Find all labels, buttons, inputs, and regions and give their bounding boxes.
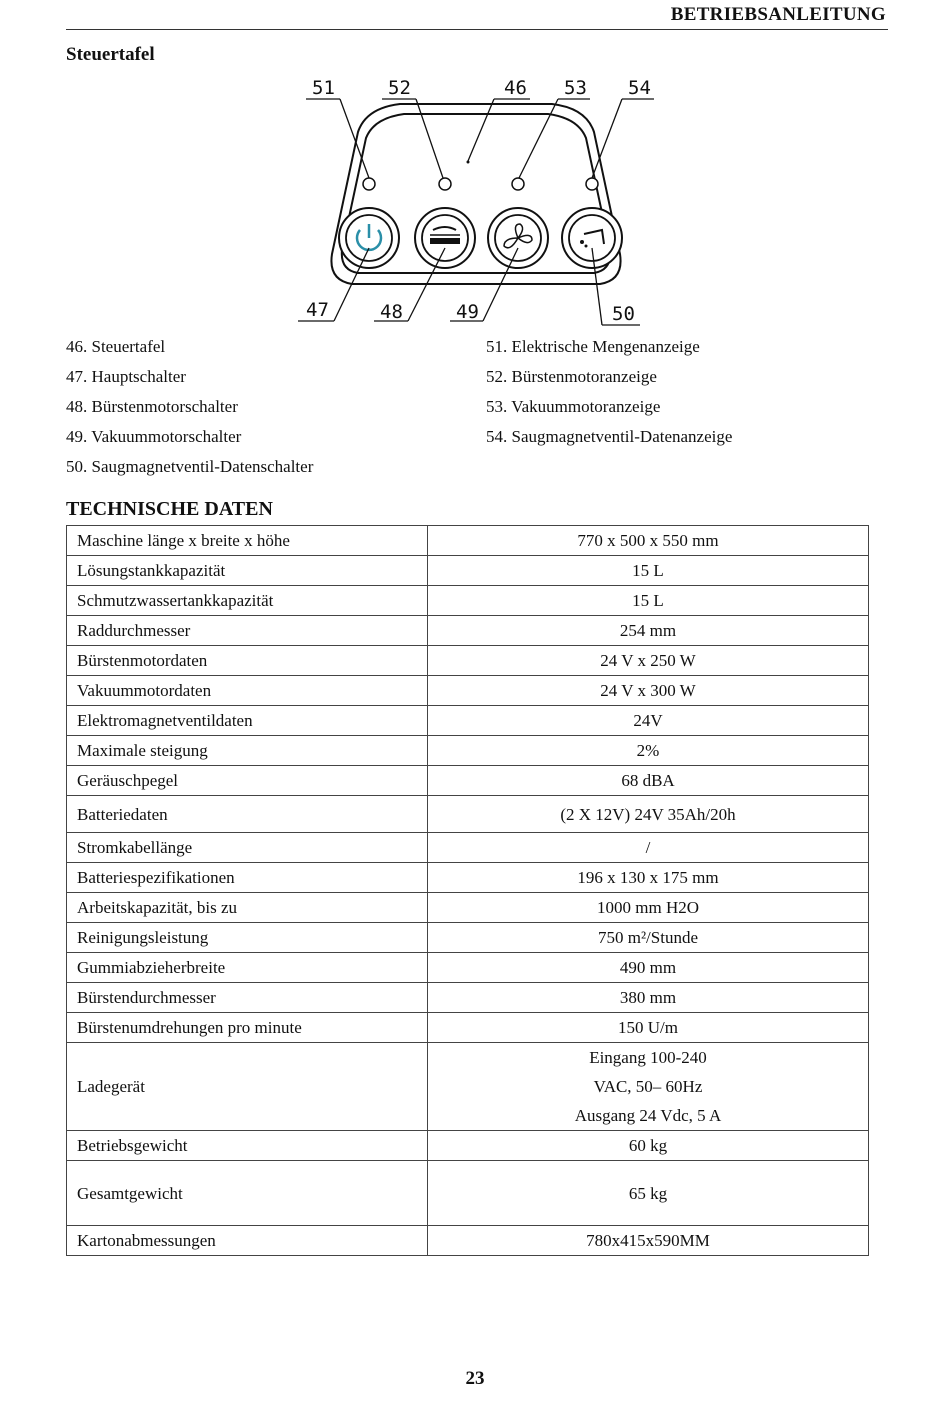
spec-value: 60 kg	[428, 1131, 869, 1161]
spec-value: 15 L	[428, 586, 869, 616]
spec-label: Raddurchmesser	[67, 616, 428, 646]
spec-value	[428, 1043, 869, 1131]
legend-item: 46. Steuertafel	[66, 337, 166, 356]
spec-label: Schmutzwassertankkapazität	[67, 586, 428, 616]
power-button-icon[interactable]	[339, 208, 399, 268]
callout-53: 53	[564, 77, 587, 99]
spec-value-line: VAC, 50– 60Hz	[593, 1077, 703, 1096]
table-row	[67, 1043, 869, 1131]
spec-value: 770 x 500 x 550 mm	[428, 526, 869, 556]
callout-47: 47	[306, 299, 329, 321]
legend-item: 52. Bürstenmotoranzeige	[486, 367, 657, 386]
spec-value: 380 mm	[428, 983, 869, 1013]
indicator-light-icon	[512, 178, 524, 190]
spec-label: Arbeitskapazität, bis zu	[67, 893, 428, 923]
spec-value-line: Ausgang 24 Vdc, 5 A	[574, 1106, 722, 1125]
legend-item: 49. Vakuummotorschalter	[66, 427, 242, 446]
fan-vacuum-button-icon[interactable]	[488, 208, 548, 268]
spec-label: Geräuschpegel	[67, 766, 428, 796]
spec-value: 2%	[428, 736, 869, 766]
table-row	[67, 953, 869, 983]
header-divider	[66, 29, 888, 30]
table-row	[67, 1226, 869, 1256]
table-row	[67, 1013, 869, 1043]
spec-label: Maschine länge x breite x höhe	[67, 526, 428, 556]
solenoid-valve-button-icon[interactable]	[562, 208, 622, 268]
spec-value: 24V	[428, 706, 869, 736]
legend-column-right	[486, 335, 732, 455]
document-header-title: BETRIEBSANLEITUNG	[670, 4, 886, 25]
callout-50: 50	[612, 303, 635, 325]
spec-value: 150 U/m	[428, 1013, 869, 1043]
table-row	[67, 586, 869, 616]
spec-label: Gummiabzieherbreite	[67, 953, 428, 983]
table-row	[67, 736, 869, 766]
spec-label: Kartonabmessungen	[67, 1226, 428, 1256]
legend-item: 48. Bürstenmotorschalter	[66, 397, 238, 416]
table-row	[67, 893, 869, 923]
table-row	[67, 706, 869, 736]
spec-label: Bürstenmotordaten	[67, 646, 428, 676]
spec-value-line: Eingang 100-240	[589, 1048, 707, 1067]
table-row	[67, 556, 869, 586]
spec-label: Vakuummotordaten	[67, 676, 428, 706]
table-row	[67, 983, 869, 1013]
tech-data-table	[66, 525, 869, 1256]
legend-item: 47. Hauptschalter	[66, 367, 186, 386]
spec-value: 490 mm	[428, 953, 869, 983]
table-row	[67, 676, 869, 706]
spec-value: 68 dBA	[428, 766, 869, 796]
spec-value: (2 X 12V) 24V 35Ah/20h	[428, 796, 869, 833]
callout-46: 46	[504, 77, 527, 99]
spec-label: Elektromagnetventildaten	[67, 706, 428, 736]
indicator-light-icon	[586, 178, 598, 190]
spec-label: Reinigungsleistung	[67, 923, 428, 953]
spec-label: Stromkabellänge	[67, 833, 428, 863]
spec-label: Ladegerät	[67, 1043, 428, 1131]
spec-value: 1000 mm H2O	[428, 893, 869, 923]
indicator-light-icon	[439, 178, 451, 190]
legend-item: 54. Saugmagnetventil-Datenanzeige	[486, 427, 733, 446]
table-row	[67, 766, 869, 796]
indicator-light-icon	[363, 178, 375, 190]
table-row	[67, 1131, 869, 1161]
spec-label: Batteriedaten	[67, 796, 428, 833]
spec-value: 780x415x590MM	[428, 1226, 869, 1256]
spec-value: 750 m²/Stunde	[428, 923, 869, 953]
spec-value: 15 L	[428, 556, 869, 586]
spec-value: 254 mm	[428, 616, 869, 646]
spec-value: 196 x 130 x 175 mm	[428, 863, 869, 893]
section-title: Steuertafel	[66, 44, 155, 65]
legend-item: 50. Saugmagnetventil-Datenschalter	[66, 457, 314, 476]
spec-label: Betriebsgewicht	[67, 1131, 428, 1161]
legend-item: 51. Elektrische Mengenanzeige	[486, 337, 700, 356]
spec-label: Bürstendurchmesser	[67, 983, 428, 1013]
spec-value: 65 kg	[428, 1161, 869, 1226]
spec-label: Maximale steigung	[67, 736, 428, 766]
tech-data-title: TECHNISCHE DATEN	[66, 498, 273, 520]
callout-48: 48	[380, 301, 403, 323]
table-row	[67, 646, 869, 676]
table-row	[67, 1161, 869, 1226]
page-number: 23	[465, 1368, 485, 1389]
table-row	[67, 526, 869, 556]
legend-column-left	[66, 335, 313, 485]
callout-52: 52	[388, 77, 411, 99]
spec-value: 24 V x 300 W	[428, 676, 869, 706]
spec-label: Lösungstankkapazität	[67, 556, 428, 586]
spec-value: 24 V x 250 W	[428, 646, 869, 676]
table-row	[67, 833, 869, 863]
control-panel-figure	[290, 66, 660, 331]
table-row	[67, 863, 869, 893]
table-row	[67, 796, 869, 833]
table-row	[67, 923, 869, 953]
callout-49: 49	[456, 301, 479, 323]
table-row	[67, 616, 869, 646]
callout-54: 54	[628, 77, 651, 99]
spec-label: Bürstenumdrehungen pro minute	[67, 1013, 428, 1043]
spec-label: Gesamtgewicht	[67, 1161, 428, 1226]
spec-value: /	[428, 833, 869, 863]
callout-51: 51	[312, 77, 335, 99]
brush-motor-button-icon[interactable]	[415, 208, 475, 268]
spec-label: Batteriespezifikationen	[67, 863, 428, 893]
legend-item: 53. Vakuummotoranzeige	[486, 397, 661, 416]
